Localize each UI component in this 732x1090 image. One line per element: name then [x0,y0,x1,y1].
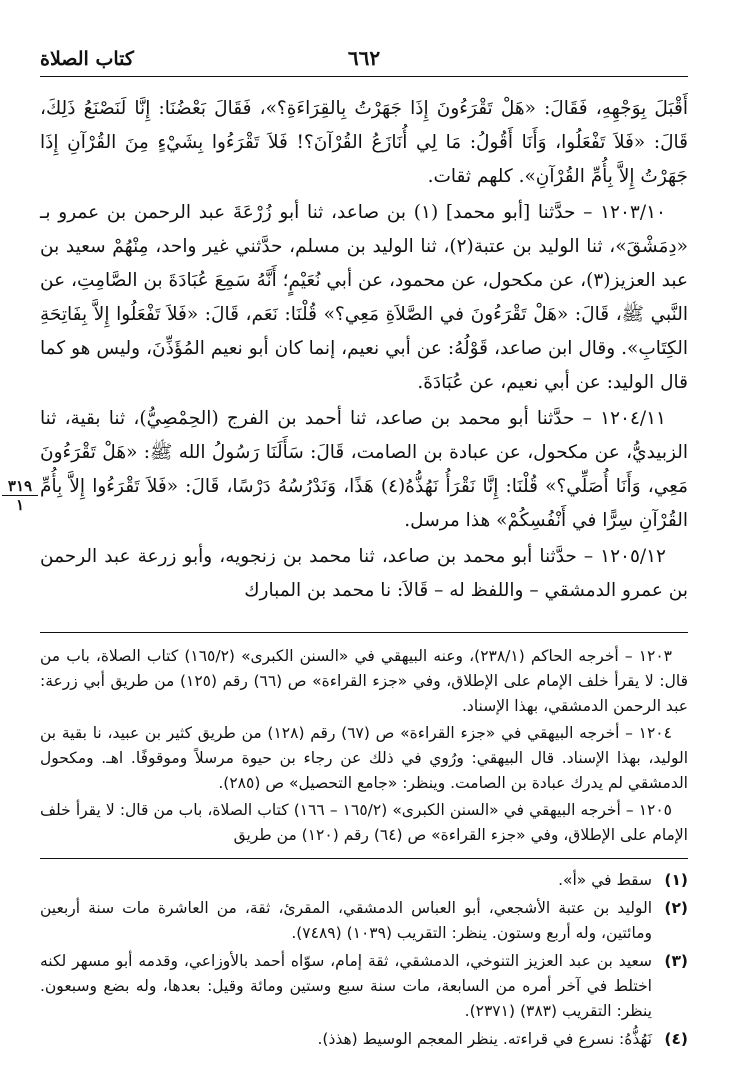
takhrij-note: ١٢٠٣ – أخرجه الحاكم (٢٣٨/١)، وعنه البيهقي في «السنن الكبرى» (١٦٥/٢) كتاب الصلاة، باب من قال: لا يقرأ خلف الإمام على الإطلاق، وفي «جزء القراءة» ص (٦٦) رقم (١٢٥) من طريق أبي زرعة: عبد الرحمن الدمشقي، بهذا الإسناد. [40,647,688,715]
page-number: ٦٦٢ [347,46,381,70]
hadith-paragraph: ١٢٠٥/١٢ – حدَّثنا أبو محمد بن صاعد، ثنا محمد بن زنجويه، وأبو زرعة عبد الرحمن بن عمرو الدمشقي – واللفظ له – قَالاَ: نا محمد بن المبارك [40,546,688,601]
running-title: كتاب الصلاة [40,48,134,70]
footnote-text: نَهُذُّهُ: نسرع في قراءته. ينظر المعجم الوسيط (هذذ). [317,1030,652,1048]
footnote-text: سعيد بن عبد العزيز التنوخي، الدمشقي، ثقة إمام، سوّاه أحمد بالأوزاعي، وقدمه أبو مسهر لكنه اختلط في آخر أمره من السابعة، مات سنة سبع وستين ومائة وقيل: بعدها، وله بضع وسبعون. ينظر: التقريب (٣٨٣) (٢٣٧١). [40,952,652,1020]
takhrij-note: ١٢٠٥ – أخرجه البيهقي في «السنن الكبرى» (١٦٥/٢ – ١٦٦) كتاب الصلاة، باب من قال: لا يقرأ خلف الإمام على الإطلاق، وفي «جزء القراءة» ص (٦٤) رقم (١٢٠) من طريق [40,801,688,844]
takhrij-note: ١٢٠٤ – أخرجه البيهقي في «جزء القراءة» ص (٦٧) رقم (١٢٨) من طريق كثير بن عبيد، نا بقية بن الوليد، بهذا الإسناد. قال البيهقي: ورُوي في ذلك عن رجاء بن حيوة مرسلاً وموقوفًا. اهـ. ومكحول الدمشقي لم يدرك عبادة بن الصامت. وينظر: «جامع التحصيل» ص (٢٨٥). [40,724,688,792]
page-header [40,44,688,77]
footnote [40,896,688,946]
footnote-number: (٢) [664,899,688,917]
footnote [40,1027,688,1052]
folio-volume: ١ [15,496,25,514]
footnote [40,868,688,893]
folio-number: ٣١٩ [2,478,38,496]
footnote-number: (٣) [664,952,688,970]
footnotes-separator [40,858,688,859]
footnote-text: سقط في «أ». [558,871,652,889]
hadith-paragraph: ١٢٠٣/١٠ – حدَّثنا [أبو محمد] (١) بن صاعد، ثنا أبو زُرْعَةَ عبد الرحمن بن عمرو بـ «دِمَشْقَ»، ثنا الوليد بن عتبة(٢)، ثنا الوليد بن مسلم، حدَّثني غير واحد، مِنْهُمْ سعيد بن عبد العزيز(٣)، عن مكحول، عن محمود، عن أبي نُعَيْمٍ؛ أَنَّهُ سَمِعَ عُبَادَةَ بن الصَّامِتِ، عن النَّبي ﷺ، قَالَ: «هَلْ تَقْرَءُونَ في الصَّلاَةِ مَعِي؟» قُلْنَا: نَعَم، قَالَ: «فَلاَ تَفْعَلُوا إِلاَّ بِفَاتِحَةِ الكِتَابِ». وقال ابن صاعد، قَوْلُهُ: عن أبي نعيم، إنما كان أبو نعيم المُؤَذِّنَ، وليس هو كما قال الوليد: عن أبي نعيم، عن عُبَادَةَ. [40,202,689,393]
takhrij-separator [40,632,688,633]
hadith-paragraph: أَقْبَلَ بِوَجْهِهِ، فَقَالَ: «هَلْ تَقْرَءُونَ إِذَا جَهَرْتُ بِالقِرَاءَةِ؟»، فَقَالَ بَعْضُنَا: إِنَّا لَنَصْنَعُ ذَلِكَ، قَالَ: «فَلاَ تَفْعَلُوا، وَأَنَا أَقُولُ: مَا لِي أُنَازَعُ القُرْآنَ؟! فَلاَ تَقْرَءُوا بِشَيْءٍ مِنَ القُرْآنِ إِذَا جَهَرْتُ إِلاَّ بِأُمِّ القُرْآنِ». كلهم ثقات. [40,98,688,187]
hadith-paragraph: ١٢٠٤/١١ – حدَّثنا أبو محمد بن صاعد، ثنا أحمد بن الفرج (الحِمْصِيُّ)، ثنا بقية، ثنا الزبيديُّ، عن مكحول، عن عبادة بن الصامت، قَالَ: سَأَلَنَا رَسُولُ الله ﷺ: «هَلْ تَقْرَءُونَ مَعِي، وَأَنَا أُصَلِّي؟» قُلْنَا: إِنَّا نَقْرَأُ نَهُذُّهُ(٤) هَذًا، وَنَدْرُسُهُ دَرْسًا، قَالَ: «فَلاَ تَقْرَءُوا إِلاَّ بِأُمِّ القُرْآنِ سِرًّا في أَنْفُسِكُمْ» هذا مرسل. [40,408,688,531]
footnote [40,949,688,1024]
manuscript-folio-marker [2,478,38,513]
footnotes [40,868,688,1055]
takhrij-notes [40,644,688,850]
footnote-text: الوليد بن عتبة الأشجعي، أبو العباس الدمشقي، المقرئ، ثقة، من العاشرة مات سنة أربعين ومائتين، وله أربع وستون. ينظر: التقريب (١٠٣٩) (٧٤٨٩). [40,899,652,942]
main-text [40,92,688,610]
footnote-number: (١) [664,871,688,889]
footnote-number: (٤) [664,1030,688,1048]
